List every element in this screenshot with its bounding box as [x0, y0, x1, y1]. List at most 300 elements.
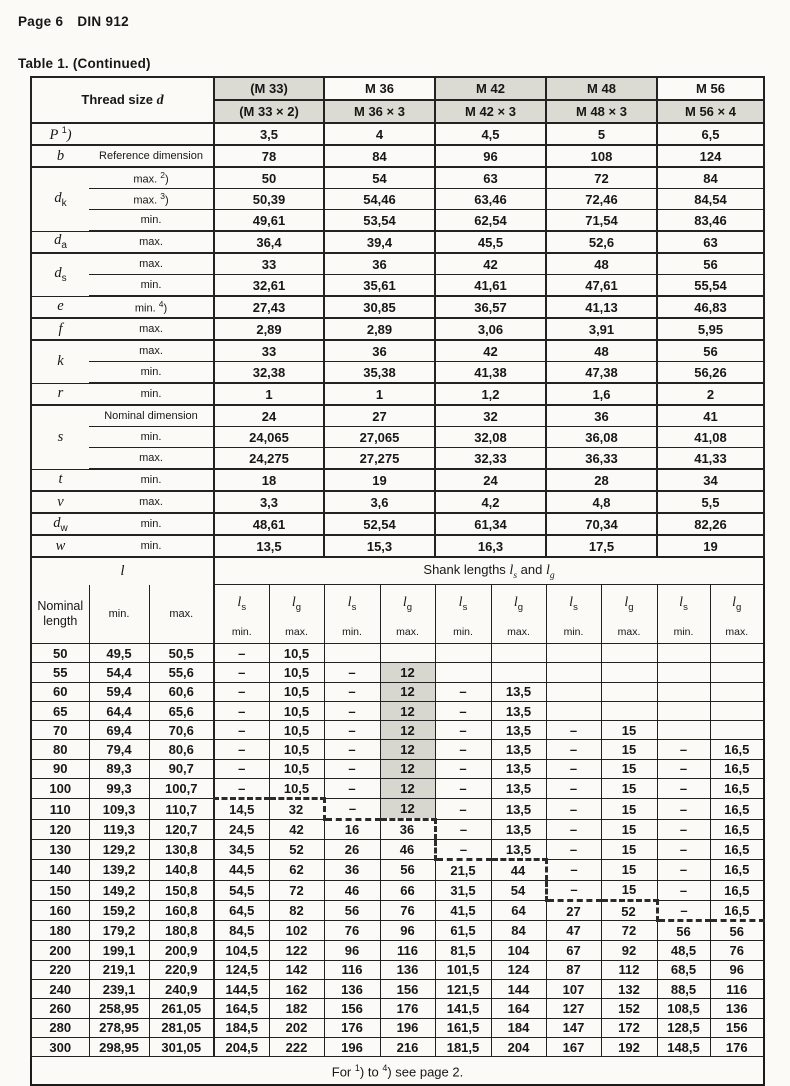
dimension-value: 36,33 — [546, 448, 657, 470]
length-min-value: 129,2 — [89, 839, 149, 859]
shank-cell: 216 — [380, 1037, 435, 1056]
shank-cell: 116 — [324, 960, 380, 979]
shank-ls-header: $l_s$ min. — [435, 585, 491, 644]
dimension-symbol: P $^1$) — [31, 123, 89, 145]
nominal-length-value: 280 — [31, 1018, 89, 1037]
dimension-attribute: Nominal dimension — [89, 405, 214, 427]
shank-cell: 196 — [324, 1037, 380, 1056]
shank-cell: 16,5 — [710, 860, 764, 880]
dimension-value: 19 — [657, 535, 764, 557]
length-min-value: 239,1 — [89, 980, 149, 999]
nominal-length-value: 60 — [31, 682, 89, 701]
shank-cell: 76 — [324, 921, 380, 941]
dimension-symbol: v — [31, 491, 89, 513]
dimension-row — [31, 189, 764, 210]
dimension-value: 48,61 — [214, 513, 324, 535]
nominal-length-header: Nominal length — [31, 585, 89, 644]
shank-cell — [710, 644, 764, 663]
dimension-row — [31, 405, 764, 427]
nominal-length-value: 80 — [31, 740, 89, 759]
shank-cell: – — [546, 799, 601, 819]
shank-cell: 13,5 — [491, 721, 546, 740]
dimension-value: 6,5 — [657, 123, 764, 145]
shank-cell: 156 — [710, 1018, 764, 1037]
shank-cell: 36 — [380, 819, 435, 839]
shank-cell: 54 — [491, 880, 546, 900]
dimension-value: 2,89 — [324, 318, 435, 340]
dimension-value: 47,61 — [546, 275, 657, 297]
column-header-size: M 42 — [435, 77, 546, 100]
dimension-row — [31, 513, 764, 535]
dimension-value: 36 — [324, 253, 435, 275]
length-min-value: 119,3 — [89, 819, 149, 839]
shank-cell: 12 — [380, 701, 435, 720]
dimension-value: 13,5 — [214, 535, 324, 557]
dimension-symbol: t — [31, 469, 89, 491]
dimension-attribute: min. $^4$) — [89, 296, 214, 318]
dimension-row — [31, 469, 764, 491]
dimension-value: 54 — [324, 167, 435, 189]
dimension-value: 36,08 — [546, 427, 657, 448]
dimension-value: 41,13 — [546, 296, 657, 318]
column-header-size: (M 33) — [214, 77, 324, 100]
shank-lg-header: $l_g$ max. — [710, 585, 764, 644]
shank-cell: 76 — [380, 900, 435, 920]
shank-cell — [601, 701, 657, 720]
column-header-pitch: M 48 × 3 — [546, 100, 657, 123]
dimension-value: 33 — [214, 253, 324, 275]
dimension-value: 4,5 — [435, 123, 546, 145]
shank-cell: 184,5 — [214, 1018, 269, 1037]
dimension-value: 52,54 — [324, 513, 435, 535]
dimension-value: 1,6 — [546, 383, 657, 405]
dimension-value: 2 — [657, 383, 764, 405]
dimension-value: 1 — [214, 383, 324, 405]
nominal-length-value: 300 — [31, 1037, 89, 1056]
shank-cell: 15 — [601, 799, 657, 819]
shank-cell: 182 — [269, 999, 324, 1018]
dimension-value: 56 — [657, 340, 764, 362]
shank-length-row — [31, 860, 764, 880]
shank-length-row — [31, 799, 764, 819]
shank-cell: 16,5 — [710, 740, 764, 759]
length-max-value: 60,6 — [149, 682, 214, 701]
shank-cell: 72 — [269, 880, 324, 900]
shank-cell: 27 — [546, 900, 601, 920]
shank-lg-header: $l_g$ max. — [491, 585, 546, 644]
shank-cell — [657, 663, 710, 682]
dimension-value: 56,26 — [657, 362, 764, 384]
shank-cell: 24,5 — [214, 819, 269, 839]
dimension-row — [31, 275, 764, 297]
dimension-value: 52,6 — [546, 231, 657, 253]
shank-cell: – — [214, 740, 269, 759]
shank-cell: 16,5 — [710, 839, 764, 859]
dimension-value: 49,61 — [214, 210, 324, 232]
dimension-value: 27,43 — [214, 296, 324, 318]
dimension-value: 3,3 — [214, 491, 324, 513]
dimension-value: 34 — [657, 469, 764, 491]
dimension-symbol: $d_w$ — [31, 513, 89, 535]
dimension-attribute: min. — [89, 275, 214, 297]
dimension-value: 108 — [546, 145, 657, 167]
shank-cell: – — [546, 740, 601, 759]
shank-cell: 46 — [324, 880, 380, 900]
dimension-value: 19 — [324, 469, 435, 491]
shank-cell: 64,5 — [214, 900, 269, 920]
shank-cell: 15 — [601, 759, 657, 778]
dimension-value: 4 — [324, 123, 435, 145]
shank-cell: – — [657, 799, 710, 819]
length-max-value: 200,9 — [149, 941, 214, 960]
dimension-value: 16,3 — [435, 535, 546, 557]
shank-cell: 192 — [601, 1037, 657, 1056]
dimension-attribute: max. — [89, 231, 214, 253]
column-header-pitch: M 42 × 3 — [435, 100, 546, 123]
shank-cell: – — [324, 701, 380, 720]
dimension-row — [31, 535, 764, 557]
shank-cell — [546, 644, 601, 663]
shank-cell: 202 — [269, 1018, 324, 1037]
shank-length-row — [31, 701, 764, 720]
dimension-value: 42 — [435, 253, 546, 275]
shank-lg-header: $l_g$ max. — [601, 585, 657, 644]
shank-cell: 12 — [380, 682, 435, 701]
nominal-min-header: min. — [89, 585, 149, 644]
dimension-attribute — [89, 123, 214, 145]
shank-cell: 16,5 — [710, 799, 764, 819]
column-header-size: M 48 — [546, 77, 657, 100]
shank-cell: – — [657, 759, 710, 778]
dimension-value: 35,61 — [324, 275, 435, 297]
dimension-value: 36 — [324, 340, 435, 362]
shank-cell: 112 — [601, 960, 657, 979]
shank-cell: 176 — [710, 1037, 764, 1056]
length-max-value: 220,9 — [149, 960, 214, 979]
shank-cell: 13,5 — [491, 779, 546, 799]
shank-cell: 21,5 — [435, 860, 491, 880]
shank-length-row — [31, 644, 764, 663]
shank-cell: 32 — [269, 799, 324, 819]
length-min-value: 64,4 — [89, 701, 149, 720]
shank-cell: 12 — [380, 663, 435, 682]
shank-length-row — [31, 779, 764, 799]
shank-ls-header: $l_s$ min. — [657, 585, 710, 644]
nominal-length-value: 120 — [31, 819, 89, 839]
shank-cell: – — [657, 880, 710, 900]
shank-length-row — [31, 721, 764, 740]
shank-cell: 124 — [491, 960, 546, 979]
shank-ls-header: $l_s$ min. — [324, 585, 380, 644]
nominal-length-value: 100 — [31, 779, 89, 799]
shank-cell: 136 — [710, 999, 764, 1018]
shank-cell: – — [657, 860, 710, 880]
nominal-length-value: 90 — [31, 759, 89, 778]
shank-length-row — [31, 1037, 764, 1056]
shank-cell: – — [546, 860, 601, 880]
nominal-length-value: 180 — [31, 921, 89, 941]
shank-cell: – — [435, 682, 491, 701]
dimension-attribute: max. $^3$) — [89, 189, 214, 210]
nominal-length-value: 55 — [31, 663, 89, 682]
shank-cell: 104 — [491, 941, 546, 960]
shank-cell: 122 — [269, 941, 324, 960]
shank-cell — [657, 721, 710, 740]
dimension-value: 32 — [435, 405, 546, 427]
length-min-value: 278,95 — [89, 1018, 149, 1037]
symbol-d: d — [156, 92, 164, 108]
shank-cell: – — [324, 721, 380, 740]
dimension-value: 61,34 — [435, 513, 546, 535]
shank-cell: 222 — [269, 1037, 324, 1056]
shank-cell: 176 — [324, 1018, 380, 1037]
shank-cell: 176 — [380, 999, 435, 1018]
standard-label: DIN 912 — [77, 14, 129, 29]
shank-cell: 107 — [546, 980, 601, 999]
dimension-value: 83,46 — [657, 210, 764, 232]
dimension-row — [31, 253, 764, 275]
shank-cell: 164,5 — [214, 999, 269, 1018]
shank-length-row — [31, 941, 764, 960]
shank-cell: 10,5 — [269, 721, 324, 740]
dimension-symbol: e — [31, 296, 89, 318]
shank-cell: 47 — [546, 921, 601, 941]
dimension-value: 56 — [657, 253, 764, 275]
shank-length-row — [31, 1018, 764, 1037]
dimension-row — [31, 123, 764, 145]
shank-length-row — [31, 819, 764, 839]
shank-cell: 88,5 — [657, 980, 710, 999]
dimension-value: 48 — [546, 253, 657, 275]
dimension-value: 42 — [435, 340, 546, 362]
dimension-value: 18 — [214, 469, 324, 491]
dimension-symbol: f — [31, 318, 89, 340]
dimension-symbol: w — [31, 535, 89, 557]
dimension-attribute: min. — [89, 427, 214, 448]
shank-cell — [601, 682, 657, 701]
shank-cell: 84,5 — [214, 921, 269, 941]
shank-cell: – — [546, 839, 601, 859]
shank-cell — [324, 644, 380, 663]
dimension-row — [31, 427, 764, 448]
dimension-row — [31, 296, 764, 318]
shank-cell: 12 — [380, 721, 435, 740]
dimension-value: 39,4 — [324, 231, 435, 253]
nominal-length-value: 65 — [31, 701, 89, 720]
length-min-value: 159,2 — [89, 900, 149, 920]
shank-cell: 152 — [601, 999, 657, 1018]
dimension-symbol: $d_s$ — [31, 253, 89, 296]
shank-cell: 147 — [546, 1018, 601, 1037]
shank-cell: – — [324, 799, 380, 819]
length-min-value: 79,4 — [89, 740, 149, 759]
shank-cell: 204 — [491, 1037, 546, 1056]
shank-section-header-row — [31, 557, 764, 585]
shank-cell: 13,5 — [491, 759, 546, 778]
dimension-value: 78 — [214, 145, 324, 167]
dimension-attribute: Reference dimension — [89, 145, 214, 167]
page-header — [18, 14, 764, 29]
shank-cell: 16,5 — [710, 880, 764, 900]
nominal-length-value: 150 — [31, 880, 89, 900]
dimension-row — [31, 491, 764, 513]
dimension-value: 2,89 — [214, 318, 324, 340]
shank-cell — [491, 644, 546, 663]
shank-cell: 92 — [601, 941, 657, 960]
shank-cell: – — [657, 740, 710, 759]
nominal-length-value: 110 — [31, 799, 89, 819]
dimension-symbol: r — [31, 383, 89, 405]
shank-cell — [546, 682, 601, 701]
shank-cell — [657, 644, 710, 663]
shank-cell: 54,5 — [214, 880, 269, 900]
dimension-row — [31, 231, 764, 253]
length-max-value: 100,7 — [149, 779, 214, 799]
nominal-length-value: 160 — [31, 900, 89, 920]
dimension-value: 5,95 — [657, 318, 764, 340]
length-max-value: 150,8 — [149, 880, 214, 900]
dimension-attribute: min. — [89, 210, 214, 232]
length-min-value: 89,3 — [89, 759, 149, 778]
dimension-value: 41,61 — [435, 275, 546, 297]
shank-cell: – — [214, 682, 269, 701]
shank-cell: 96 — [324, 941, 380, 960]
shank-cell: – — [657, 819, 710, 839]
dimension-value: 27,275 — [324, 448, 435, 470]
shank-cell: 52 — [269, 839, 324, 859]
dimension-row — [31, 383, 764, 405]
shank-cell — [435, 663, 491, 682]
shank-cell — [546, 663, 601, 682]
length-min-value: 109,3 — [89, 799, 149, 819]
shank-cell: 204,5 — [214, 1037, 269, 1056]
shank-cell — [601, 663, 657, 682]
dimension-value: 32,33 — [435, 448, 546, 470]
length-max-value: 281,05 — [149, 1018, 214, 1037]
shank-cell — [601, 644, 657, 663]
shank-cell: 16,5 — [710, 759, 764, 778]
shank-cell: 96 — [380, 921, 435, 941]
column-header-pitch: (M 33 × 2) — [214, 100, 324, 123]
shank-cell: 34,5 — [214, 839, 269, 859]
shank-cell: 61,5 — [435, 921, 491, 941]
shank-cell: – — [435, 819, 491, 839]
dimension-value: 72 — [546, 167, 657, 189]
nominal-max-header: max. — [149, 585, 214, 644]
shank-length-row — [31, 880, 764, 900]
shank-length-row — [31, 663, 764, 682]
shank-cell: 15 — [601, 740, 657, 759]
shank-cell: 81,5 — [435, 941, 491, 960]
length-max-value: 50,5 — [149, 644, 214, 663]
length-symbol-header: l — [31, 557, 214, 585]
dimension-value: 124 — [657, 145, 764, 167]
shank-cell: 52 — [601, 900, 657, 920]
shank-cell: 127 — [546, 999, 601, 1018]
shank-cell: – — [324, 740, 380, 759]
dimension-value: 32,08 — [435, 427, 546, 448]
shank-cell: – — [214, 721, 269, 740]
dimension-value: 70,34 — [546, 513, 657, 535]
shank-cell: 101,5 — [435, 960, 491, 979]
length-min-value: 298,95 — [89, 1037, 149, 1056]
shank-cell: – — [324, 779, 380, 799]
shank-cell: 16,5 — [710, 819, 764, 839]
nominal-length-value: 200 — [31, 941, 89, 960]
length-max-value: 120,7 — [149, 819, 214, 839]
dimension-value: 24 — [214, 405, 324, 427]
dimension-attribute: max. — [89, 448, 214, 470]
dimension-value: 48 — [546, 340, 657, 362]
table-caption: Table 1. (Continued) — [18, 56, 151, 71]
shank-cell: 184 — [491, 1018, 546, 1037]
shank-cell: – — [324, 682, 380, 701]
shank-length-row — [31, 759, 764, 778]
length-min-value: 69,4 — [89, 721, 149, 740]
dimension-attribute: max. — [89, 491, 214, 513]
shank-cell — [657, 701, 710, 720]
shank-cell: 12 — [380, 799, 435, 819]
shank-cell: 46 — [380, 839, 435, 859]
shank-cell: 96 — [710, 960, 764, 979]
dimension-value: 63,46 — [435, 189, 546, 210]
footnote-row — [31, 1057, 764, 1086]
dimension-symbol: k — [31, 340, 89, 383]
shank-cell: 44,5 — [214, 860, 269, 880]
shank-cell: – — [657, 900, 710, 920]
dimension-value: 28 — [546, 469, 657, 491]
shank-cell: 76 — [710, 941, 764, 960]
shank-cell: 142 — [269, 960, 324, 979]
dimension-symbol: s — [31, 405, 89, 469]
length-max-value: 140,8 — [149, 860, 214, 880]
shank-cell: – — [324, 663, 380, 682]
shank-cell: – — [546, 819, 601, 839]
shank-cell: 56 — [710, 921, 764, 941]
dimension-value: 27 — [324, 405, 435, 427]
dimension-row — [31, 340, 764, 362]
dimension-value: 54,46 — [324, 189, 435, 210]
shank-cell: 10,5 — [269, 701, 324, 720]
shank-cell: 42 — [269, 819, 324, 839]
length-max-value: 90,7 — [149, 759, 214, 778]
shank-cell: – — [546, 721, 601, 740]
dimension-value: 96 — [435, 145, 546, 167]
shank-cell: 124,5 — [214, 960, 269, 979]
shank-length-row — [31, 839, 764, 859]
dimension-row — [31, 362, 764, 384]
shank-cell: 121,5 — [435, 980, 491, 999]
nominal-length-value: 70 — [31, 721, 89, 740]
shank-cell: 102 — [269, 921, 324, 941]
shank-cell: – — [435, 701, 491, 720]
shank-cell: 64 — [491, 900, 546, 920]
dimension-symbol: $d_k$ — [31, 167, 89, 231]
shank-cell: 172 — [601, 1018, 657, 1037]
shank-length-row — [31, 740, 764, 759]
shank-cell — [710, 663, 764, 682]
dimension-attribute: min. — [89, 469, 214, 491]
dimension-attribute: min. — [89, 535, 214, 557]
shank-cell: 15 — [601, 819, 657, 839]
shank-cell: 10,5 — [269, 779, 324, 799]
dimension-row — [31, 448, 764, 470]
dimension-symbol: $d_a$ — [31, 231, 89, 253]
length-max-value: 70,6 — [149, 721, 214, 740]
shank-cell: 12 — [380, 759, 435, 778]
dimension-symbol: b — [31, 145, 89, 167]
shank-cell: 15 — [601, 860, 657, 880]
